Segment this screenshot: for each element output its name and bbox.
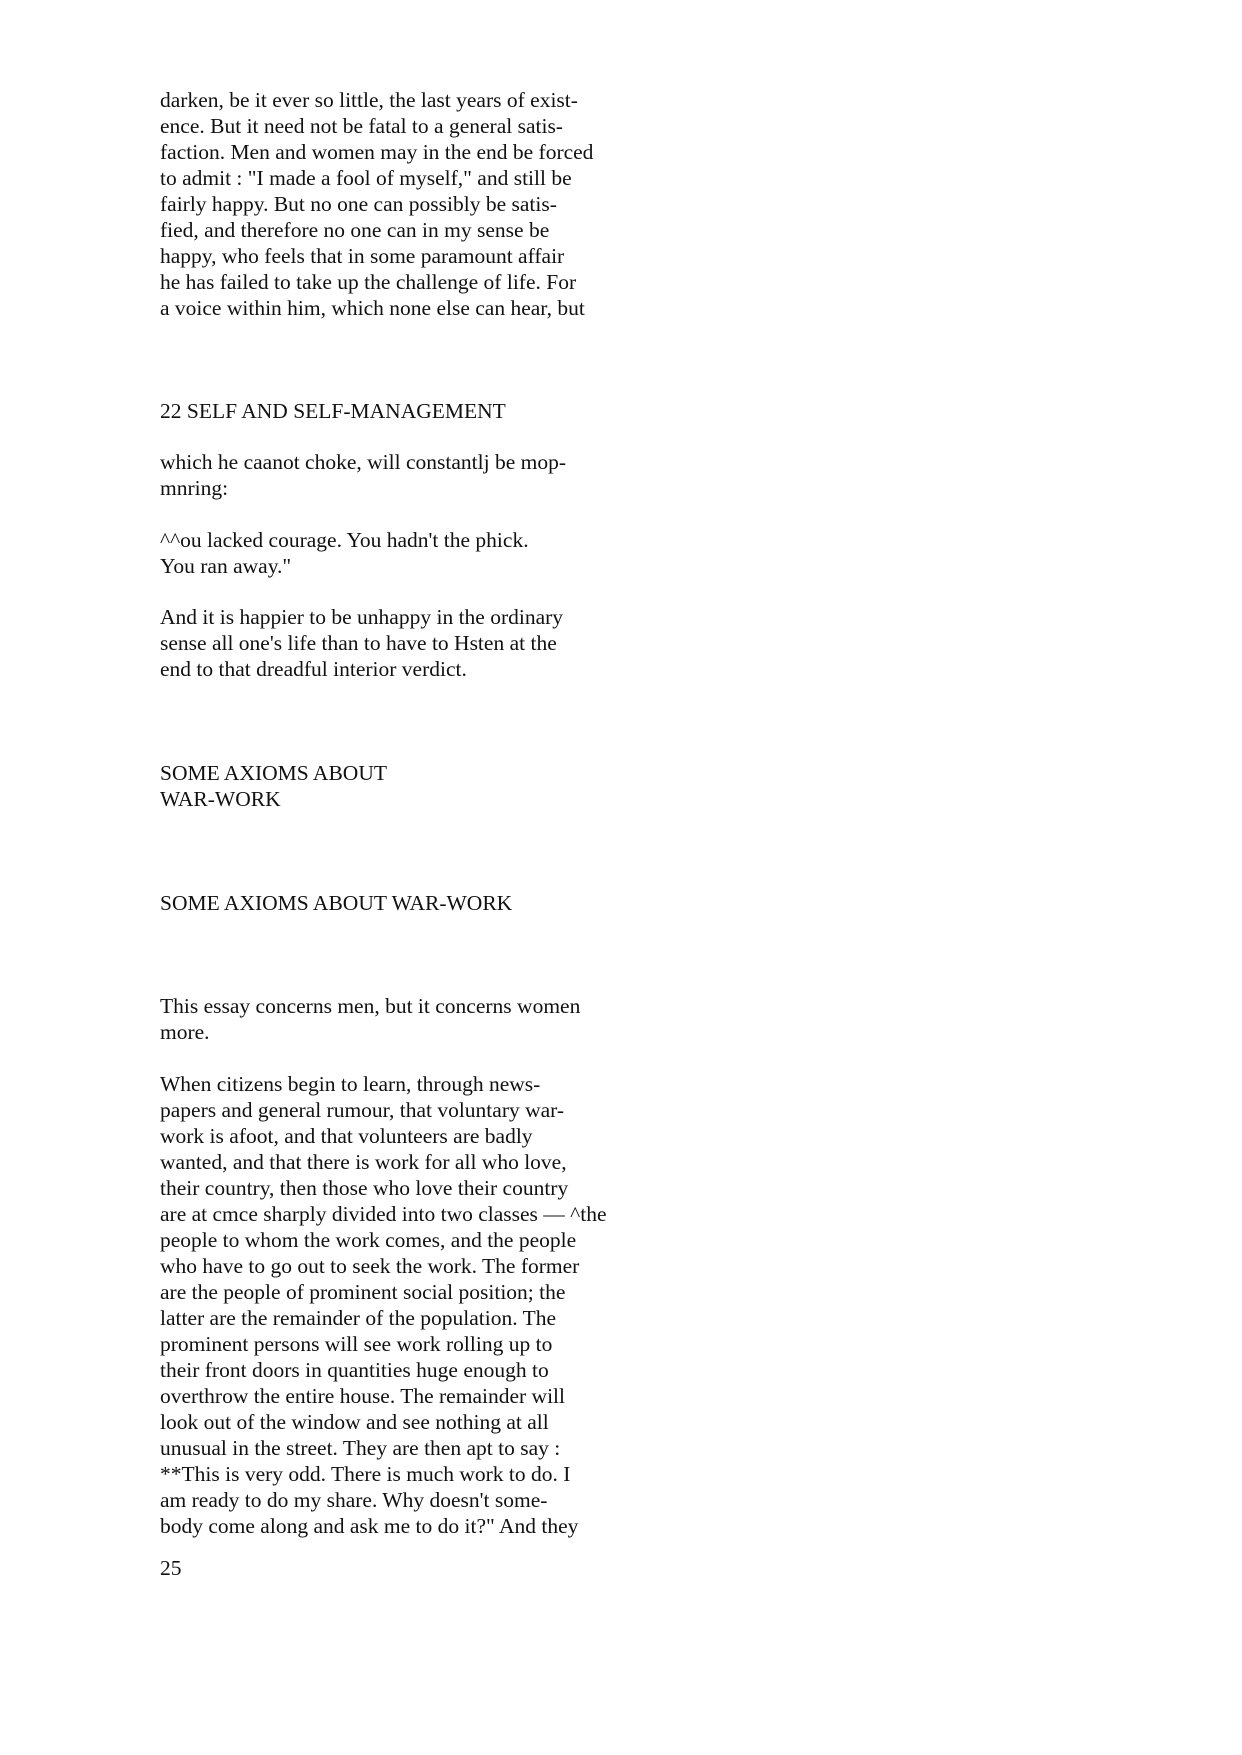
text-line: which he caanot choke, will constantlj be mop- <box>160 450 566 474</box>
text-line: mnring: <box>160 476 229 500</box>
text-line: people to whom the work comes, and the people <box>160 1228 577 1252</box>
text-line: am ready to do my share. Why doesn't some- <box>160 1488 548 1512</box>
paragraph-quote <box>160 527 720 579</box>
text-line: happy, who feels that in some paramount affair <box>160 244 565 268</box>
text-line: faction. Men and women may in the end be forced <box>160 140 594 164</box>
running-header-text: 22 SELF AND SELF-MANAGEMENT <box>160 399 506 423</box>
text-line: a voice within him, which none else can hear, but <box>160 296 585 320</box>
text-line: When citizens begin to learn, through news- <box>160 1072 541 1096</box>
text-line: This essay concerns men, but it concerns women <box>160 994 581 1018</box>
page-number <box>160 1555 720 1581</box>
text-line: ence. But it need not be fatal to a general satis- <box>160 114 563 138</box>
text-line: work is afoot, and that volunteers are badly <box>160 1124 533 1148</box>
text-line: unusual in the street. They are then apt to say : <box>160 1436 561 1460</box>
section-title-line: WAR-WORK <box>160 787 281 811</box>
text-line: latter are the remainder of the population. The <box>160 1306 556 1330</box>
text-line: end to that dreadful interior verdict. <box>160 657 467 681</box>
section-title-line: SOME AXIOMS ABOUT <box>160 761 387 785</box>
running-header <box>160 398 720 424</box>
text-line: And it is happier to be unhappy in the ordinary <box>160 605 564 629</box>
paragraph-top <box>160 87 720 321</box>
paragraph-murmur <box>160 449 720 501</box>
text-line: You ran away." <box>160 554 292 578</box>
text-line: their front doors in quantities huge enough to <box>160 1358 549 1382</box>
text-line: fied, and therefore no one can in my sense be <box>160 218 550 242</box>
text-line: body come along and ask me to do it?" And they <box>160 1514 579 1538</box>
chapter-heading-text: SOME AXIOMS ABOUT WAR-WORK <box>160 891 513 915</box>
text-line: are the people of prominent social position; the <box>160 1280 566 1304</box>
text-line: papers and general rumour, that voluntary war- <box>160 1098 565 1122</box>
text-line: their country, then those who love their country <box>160 1176 569 1200</box>
text-line: more. <box>160 1020 210 1044</box>
text-line: sense all one's life than to have to Hsten at the <box>160 631 557 655</box>
text-line: **This is very odd. There is much work to do. I <box>160 1462 571 1486</box>
text-line: darken, be it ever so little, the last years of exist- <box>160 88 578 112</box>
text-line: look out of the window and see nothing at all <box>160 1410 549 1434</box>
paragraph-happier <box>160 604 720 682</box>
paragraph-intro <box>160 993 720 1045</box>
text-line: to admit : "I made a fool of myself," and still be <box>160 166 572 190</box>
paragraph-main <box>160 1071 720 1539</box>
page-number-text: 25 <box>160 1556 182 1580</box>
text-line: are at cmce sharply divided into two classes — ^the <box>160 1202 607 1226</box>
text-line: who have to go out to seek the work. The former <box>160 1254 580 1278</box>
section-title <box>160 760 720 812</box>
text-line: he has failed to take up the challenge of life. For <box>160 270 577 294</box>
text-line: ^^ou lacked courage. You hadn't the phick. <box>160 528 529 552</box>
chapter-heading <box>160 890 720 916</box>
text-line: wanted, and that there is work for all who love, <box>160 1150 567 1174</box>
text-line: fairly happy. But no one can possibly be satis- <box>160 192 557 216</box>
text-line: overthrow the entire house. The remainder will <box>160 1384 565 1408</box>
text-line: prominent persons will see work rolling up to <box>160 1332 553 1356</box>
